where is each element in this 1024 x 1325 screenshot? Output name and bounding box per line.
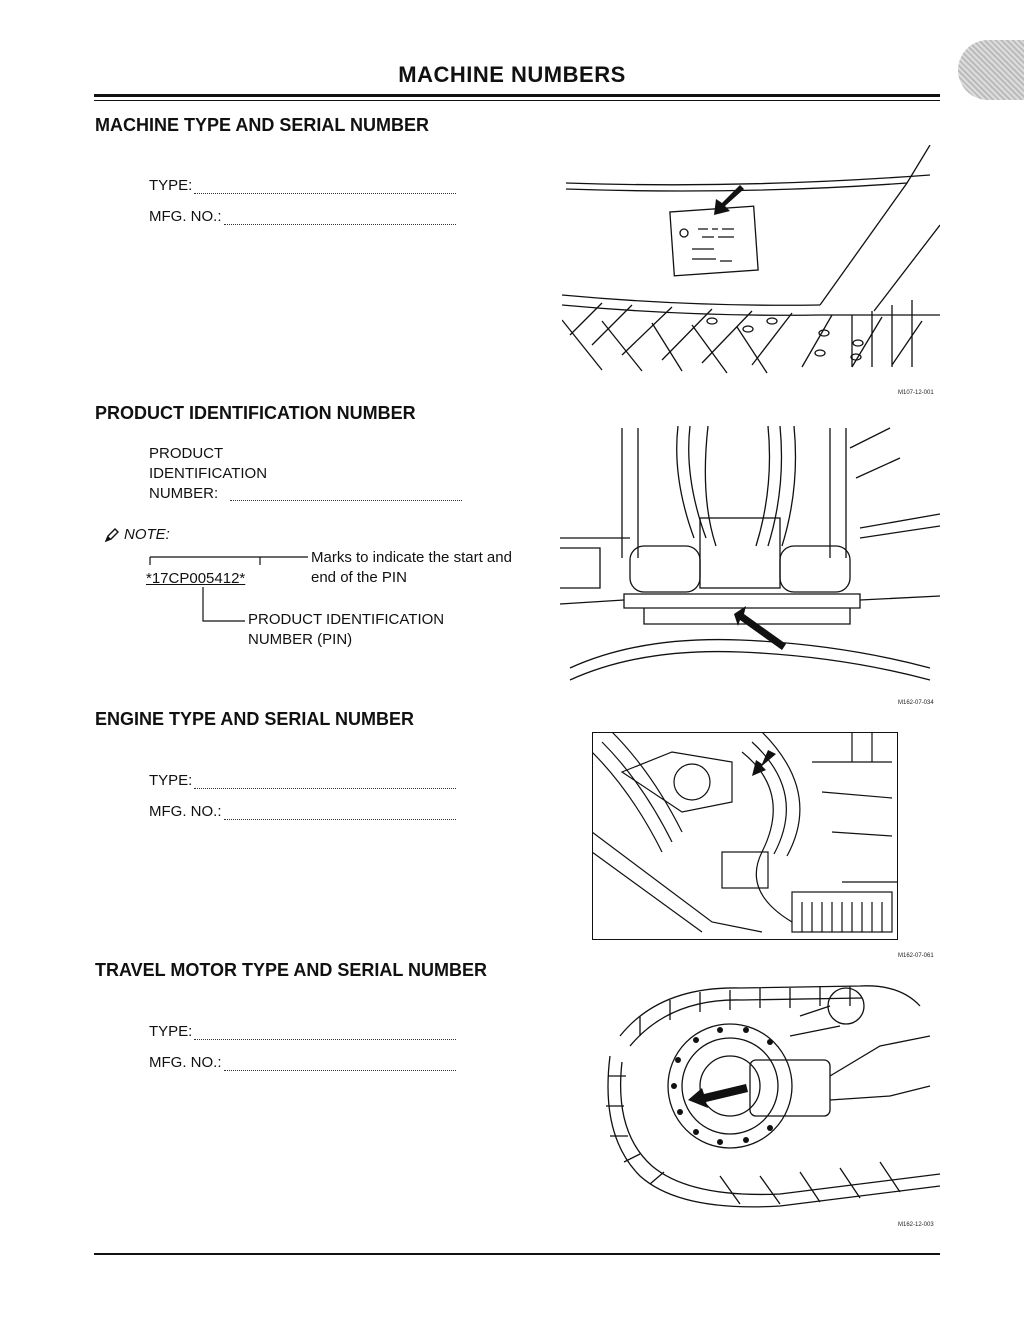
pin-sample: *17CP005412* <box>146 570 246 587</box>
machine-mfg-field <box>149 208 456 225</box>
machine-plate-figure <box>562 145 940 377</box>
machine-type-blank[interactable] <box>194 180 456 194</box>
engine-type-field <box>149 772 456 789</box>
machine-mfg-label: MFG. NO.: <box>149 208 222 225</box>
pin-blank[interactable] <box>230 500 462 501</box>
pin-label-line2: IDENTIFICATION <box>149 465 268 482</box>
pin-heading: PRODUCT IDENTIFICATION NUMBER <box>95 403 416 423</box>
pin-marks-line2: end of the PIN <box>311 569 407 586</box>
travel-type-blank[interactable] <box>194 1026 456 1040</box>
travel-heading: TRAVEL MOTOR TYPE AND SERIAL NUMBER <box>95 960 488 980</box>
pin-label-line3: NUMBER: <box>149 485 219 502</box>
footer-rule <box>94 1253 940 1255</box>
engine-type-label: TYPE: <box>149 772 193 789</box>
engine-mfg-field <box>149 803 456 820</box>
pencil-icon <box>104 527 120 543</box>
note-label: NOTE: <box>124 526 170 543</box>
engine-figure-code: M162-07-061 <box>898 953 934 959</box>
travel-motor-figure <box>600 976 940 1216</box>
engine-figure <box>592 732 898 940</box>
pin-marks-text <box>311 548 512 588</box>
title-rule <box>94 94 940 97</box>
machine-type-field <box>149 177 456 194</box>
pin-desc-text <box>248 610 444 650</box>
engine-type-blank[interactable] <box>194 775 456 789</box>
pin-desc-line1: PRODUCT IDENTIFICATION <box>248 611 445 628</box>
page-title: MACHINE NUMBERS <box>398 62 626 87</box>
pin-location-figure <box>560 418 940 690</box>
title-rule-thin <box>94 100 940 101</box>
machine-type-label: TYPE: <box>149 177 193 194</box>
machine-figure-code: M107-12-001 <box>898 390 934 396</box>
engine-mfg-blank[interactable] <box>224 806 456 820</box>
pin-desc-line2: NUMBER (PIN) <box>248 631 353 648</box>
pin-label-line1: PRODUCT <box>149 445 224 462</box>
note <box>104 526 170 543</box>
pin-figure-code: M162-07-034 <box>898 700 934 706</box>
pin-marks-line1: Marks to indicate the start and <box>311 549 512 566</box>
travel-mfg-blank[interactable] <box>224 1057 456 1071</box>
travel-mfg-label: MFG. NO.: <box>149 1054 222 1071</box>
travel-mfg-field <box>149 1054 456 1071</box>
machine-heading: MACHINE TYPE AND SERIAL NUMBER <box>95 115 430 135</box>
travel-figure-code: M162-12-003 <box>898 1222 934 1228</box>
pin-field-label <box>149 444 267 504</box>
engine-heading: ENGINE TYPE AND SERIAL NUMBER <box>95 709 415 729</box>
engine-mfg-label: MFG. NO.: <box>149 803 222 820</box>
machine-mfg-blank[interactable] <box>224 211 456 225</box>
travel-type-field <box>149 1023 456 1040</box>
travel-type-label: TYPE: <box>149 1023 193 1040</box>
